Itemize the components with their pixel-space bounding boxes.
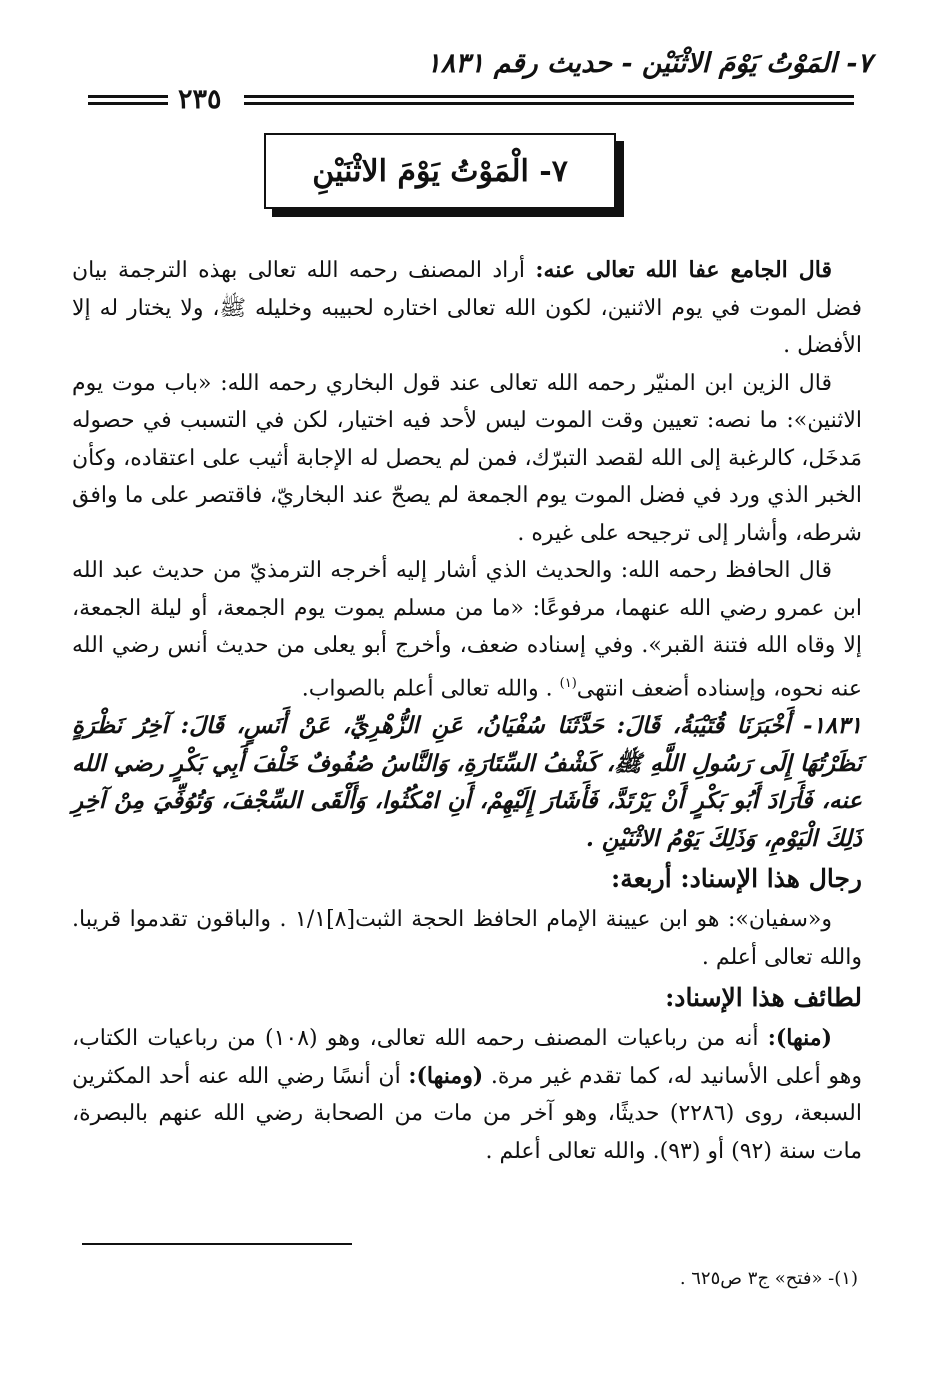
point-lead-1: (منها): <box>767 1025 832 1052</box>
footnote-rule <box>82 1243 352 1245</box>
header-double-rule <box>244 95 854 105</box>
paragraph-hafiz-tail: . والله تعالى أعلم بالصواب. <box>301 675 560 701</box>
paragraph-hafiz <box>72 552 862 707</box>
body-text <box>72 252 862 1170</box>
chapter-title: ٧- الْمَوْتُ يَوْمَ الاثْنَيْنِ <box>312 153 568 189</box>
page-number-rule <box>88 95 168 105</box>
footnote-reference[interactable]: (١) <box>559 675 577 691</box>
paragraph-ibn-munayyir: قال الزين ابن المنيّر رحمه الله تعالى عند قول البخاري رحمه الله: «باب موت يوم الاثنين»: ما نصه: تعيين وقت الموت ليس لأحد فيه اختيار، لكن في التسبب في حصوله مَدخَل، كالرغبة إلى الله لقصد التبرّك، فمن لم يحصل له الإجابة أثيب على اعتقاده، وكأن الخبر الذي ورد في فضل الموت يوم الجمعة لم يصحّ عند البخاريّ، فاقتصر على ما وافق شرطه، وأشار إلى ترجيحه على غيره . <box>72 370 862 546</box>
running-title: ٧- المَوْتُ يَوْمَ الاثْنَيْن - حديث رقم ١٨٣١ <box>426 48 872 79</box>
heading-subtleties: لطائف هذا الإسناد: <box>665 983 862 1013</box>
paragraph-hafiz-text: قال الحافظ رحمه الله: والحديث الذي أشار إليه أخرجه الترمذيّ من حديث عبد الله ابن عمرو رضي الله عنهما، مرفوعًا: «ما من مسلم يموت يوم الجمعة، أو ليلة الجمعة، إلا وقاه الله فتنة القبر». وفي إسناده ضعف، وأخرج أبو يعلى من حديث أنس رضي الله عنه نحوه، وإسناده أضعف انتهى <box>72 558 862 701</box>
heading-narrators: رجال هذا الإسناد: أربعة: <box>610 864 862 894</box>
paragraph-intro <box>72 252 862 365</box>
paragraph-intro-text: أراد المصنف رحمه الله تعالى بهذه الترجمة بيان فضل الموت في يوم الاثنين، لكون الله تعالى اختاره لحبيبه وخليله ﷺ، ولا يختار له إلا الأفضل . <box>72 258 863 358</box>
point-lead-2: (ومنها): <box>408 1062 484 1089</box>
page-number: ٢٣٥ <box>178 84 222 115</box>
point-text-2: أن أنسًا رضي الله عنه أحد المكثرين السبعة، روى (٢٢٨٦) حديثًا، وهو آخر من مات من الصحابة رضي الله عنهم بالبصرة، مات سنة (٩٢) أو (٩٣). والله تعالى أعلم . <box>72 1063 862 1164</box>
paragraph-sufyan: و«سفيان»: هو ابن عيينة الإمام الحافظ الحجة الثبت[٨]١/١ . والباقون تقدموا قريبا. والله تعالى أعلم . <box>72 907 862 970</box>
paragraph-subtleties <box>72 1020 862 1170</box>
footnote: (١)- «فتح» ج٣ ص٦٢٥ . <box>679 1268 858 1289</box>
hadith-text: ١٨٣١- أَخْبَرَنَا قُتَيْبَةُ، قَالَ: حَدَّثَنَا سُفْيَانُ، عَنِ الزُّهْرِيِّ، عَنْ أَنَسٍ، قَالَ: آخِرُ نَظْرَةٍ نَظَرْتُهَا إِلَى رَسُولِ اللَّهِ ﷺ، كَشْفُ السِّتَارَةِ، وَالنَّاسُ صُفُوفٌ خَلْفَ أَبِي بَكْرٍ رضي الله عنه، فَأَرَادَ أَبُو بَكْرٍ أَنْ يَرْتَدَّ، فَأَشَارَ إِلَيْهِمْ، أَنِ امْكُثُوا، وَأَلْقَى السِّجْفَ، وَتُوُفِّيَ مِنْ آخِرِ ذَلِكَ الْيَوْمِ، وَذَلِكَ يَوْمُ الاثْنَيْنِ . <box>72 712 862 852</box>
chapter-title-box <box>264 133 616 209</box>
point-text-1: أنه من رباعيات المصنف رحمه الله تعالى، وهو (١٠٨) من رباعيات الكتاب، وهو أعلى الأسانيد له، كما تقدم غير مرة. <box>72 1026 862 1089</box>
compiler-lead: قال الجامع عفا الله تعالى عنه: <box>535 257 832 283</box>
